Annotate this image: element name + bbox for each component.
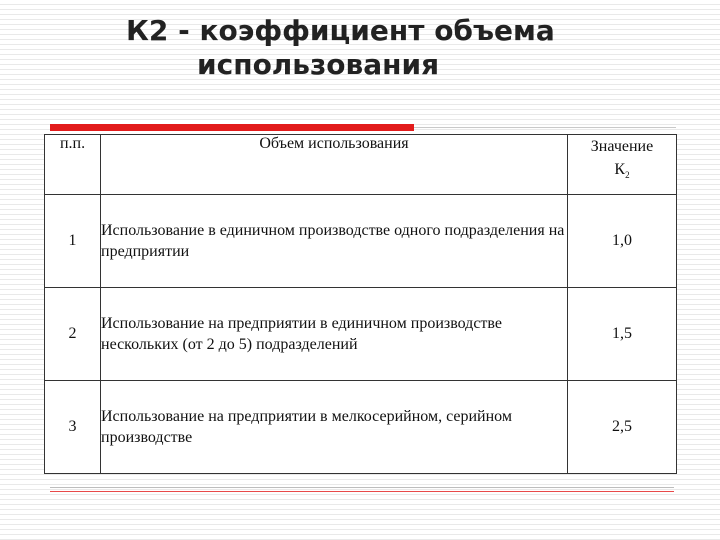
header-desc: Объем использования [101,135,568,195]
coefficient-table [44,134,677,474]
row-value: 1,5 [568,288,677,381]
header-value [568,135,677,195]
red-accent-bar [50,124,414,131]
title-line-2: использования [197,48,440,81]
bottom-rule-gray [50,487,674,488]
row-number: 2 [45,288,101,381]
row-number: 1 [45,195,101,288]
row-value: 2,5 [568,381,677,474]
header-value-symbol: К [614,161,626,178]
row-description: Использование на предприятии в единичном производстве нескольких (от 2 до 5) подразделений [101,288,568,381]
bottom-rule-red [50,491,674,492]
row-number: 3 [45,381,101,474]
table-header-row [45,135,677,195]
row-value: 1,0 [568,195,677,288]
table-row [45,288,677,381]
row-description: Использование в единичном производстве одного подразделения на предприятии [101,195,568,288]
header-value-subscript: 2 [625,170,630,181]
header-num: п.п. [45,135,101,195]
header-value-label: Значение [590,138,654,155]
table-row [45,381,677,474]
table-row [45,195,677,288]
row-description: Использование на предприятии в мелкосерийном, серийном производстве [101,381,568,474]
title-line-1: К2 - коэффициент объема [126,14,555,47]
